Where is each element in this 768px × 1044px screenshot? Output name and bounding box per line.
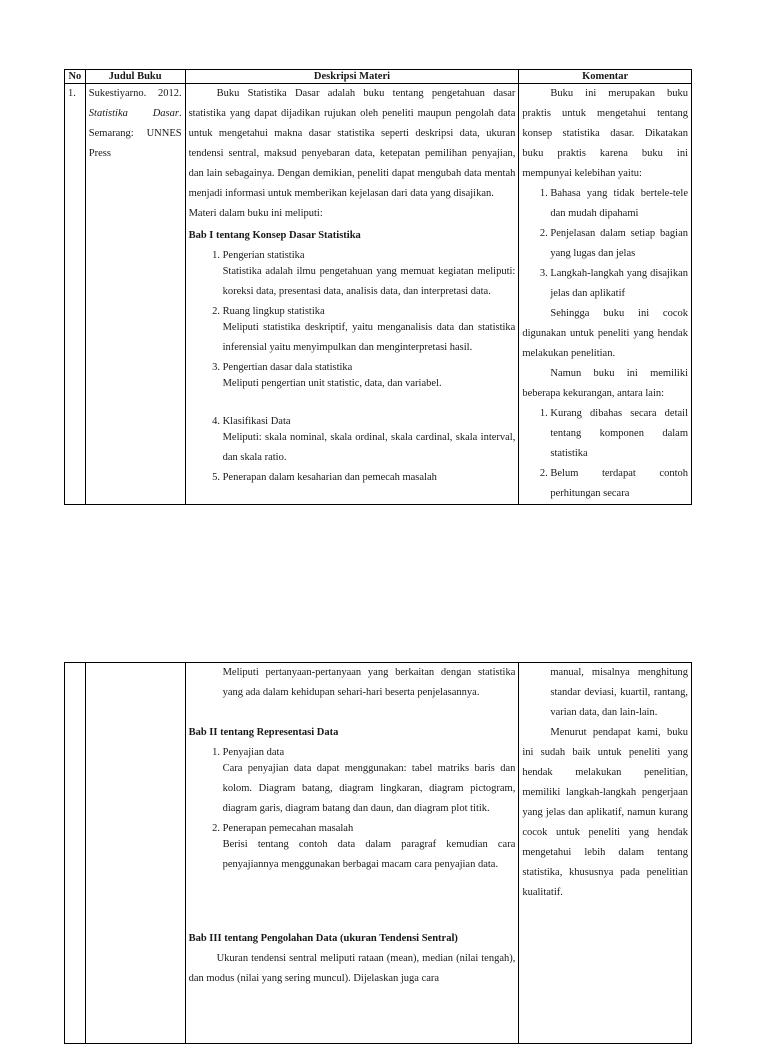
header-komentar: Komentar: [519, 70, 692, 84]
item-body: Meliputi statistika deskriptif, yaitu menganalisis data dan statistika inferensial yaitu menyimpulkan dan menginterpretasi hasil.: [222, 322, 516, 353]
item-5-body: Meliputi pertanyaan-pertanyaan yang berkaitan dengan statistika yang ada dalam kehidupan sehari-hari beserta penjelasannya.: [222, 667, 516, 698]
item-title: 1. Penyajian data: [222, 747, 285, 758]
list-item: [223, 358, 516, 412]
item-title: 4. Klasifikasi Data: [222, 416, 291, 427]
list-item: 3. Langkah-langkah yang disajikan jelas dan aplikatif: [550, 264, 688, 304]
comment-intro: Buku ini merupakan buku praktis untuk mengetahui tentang konsep statistika dasar. Dikatakan buku praktis karena buku ini mempunyai kelebihan yaitu:: [522, 88, 688, 179]
comment-opinion: Menurut pendapat kami, buku ini sudah baik untuk peneliti yang hendak melakukan penelitian, memiliki langkah-langkah pengerjaan yang jelas dan aplikatif, namun kurang cocok untuk peneliti yang hendak mengetahui lebih dalam tentang statistika, khususnya pada penelitian kualitatif.: [522, 727, 688, 898]
chapter-1-list: [189, 246, 516, 484]
list-item: [223, 743, 516, 819]
book-author: Sukestiyarno.: [88, 88, 147, 99]
chapter-3-body: Ukuran tendensi sentral meliputi rataan (mean), median (nilai tengah), dan modus (nilai yang sering muncul). Dijelaskan juga cara: [188, 953, 516, 984]
list-item: 1. Kurang dibahas secara detail tentang komponen dalam statistika: [550, 404, 688, 464]
row-number-cell: [65, 663, 86, 1044]
comment-suitability: Sehingga buku ini cocok digunakan untuk peneliti yang hendak melakukan penelitian.: [522, 308, 688, 359]
spacer: [189, 875, 516, 927]
list-item: [223, 302, 516, 358]
chapter-2-list: [189, 743, 516, 875]
table-row: [65, 84, 692, 505]
chapter-3-heading: Bab III tentang Pengolahan Data (ukuran Tendensi Sentral): [188, 933, 458, 944]
list-item: [223, 468, 516, 484]
item-title: 2. Penerapan pemecahan masalah: [222, 823, 354, 834]
header-deskripsi-materi: Deskripsi Materi: [185, 70, 519, 84]
description-intro: Buku Statistika Dasar adalah buku tentang pengetahuan dasar statistika yang dapat dijadikan rujukan oleh peneliti maupun pengolah data untuk mengetahui makna dasar statistika seperti deskripsi data, ukuran tendensi sentral, maksud penyebaran data, ketepatan pemilihan penyajian, dan lain sebagainya. Dengan demikian, peneliti dapat mengubah data mentah menjadi informasi untuk memberikan kejelasan dari data yang disajikan.: [188, 88, 516, 199]
header-no: No: [65, 70, 86, 84]
description-cell: [185, 84, 519, 505]
item-body: Cara penyajian data dapat menggunakan: tabel matriks baris dan kolom. Diagram batang, diagram lingkaran, diagram pictogram, diagram garis, diagram batang dan daun, dan diagram plot titik.: [222, 763, 516, 814]
list-item: 2. Belum terdapat contoh perhitungan secara: [550, 464, 688, 504]
table-row: [65, 663, 692, 1044]
book-citation-cell: [85, 663, 185, 1044]
item-body: Meliputi pengertian unit statistic, data, dan variabel.: [222, 378, 442, 389]
comment-cell: [519, 84, 692, 505]
chapter-1-heading: Bab I tentang Konsep Dasar Statistika: [188, 230, 361, 241]
item-body: Berisi tentang contoh data dalam paragraf kemudian cara penyajiannya menggunakan berbagai macam cara penyajian data.: [222, 839, 516, 870]
description-cell: [185, 663, 519, 1044]
item-title: 3. Pengertian dasar dala statistika: [222, 362, 353, 373]
row-number: 1.: [65, 84, 86, 505]
item-body: Meliputi: skala nominal, skala ordinal, skala cardinal, skala interval, dan skala ratio.: [222, 432, 516, 463]
comment-weakness-intro: Namun buku ini memiliki beberapa kekurangan, antara lain:: [522, 368, 688, 399]
list-item: [223, 412, 516, 468]
weaknesses-list: [522, 404, 688, 504]
list-item: 2. Penjelasan dalam setiap bagian yang lugas dan jelas: [550, 224, 688, 264]
table-header-row: [65, 70, 692, 84]
item-body: Statistika adalah ilmu pengetahuan yang memuat kegiatan meliputi: koreksi data, presentasi data, analisis data, dan interpretasi data.: [222, 266, 516, 297]
spacer: [189, 703, 516, 721]
list-item: 1. Bahasa yang tidak bertele-tele dan mudah dipahami: [550, 184, 688, 224]
item-title: 2. Ruang lingkup statistika: [222, 306, 325, 317]
spacer: [223, 394, 516, 412]
book-citation: [85, 84, 185, 505]
list-item: [223, 819, 516, 875]
list-item: [223, 246, 516, 302]
comment-cell: [519, 663, 692, 1044]
book-publisher: . Semarang: UNNES Press: [88, 108, 182, 159]
book-title: Statistika Dasar: [88, 108, 179, 119]
item-title: 5. Penerapan dalam kesaharian dan pemecah masalah: [222, 472, 437, 483]
materi-label: Materi dalam buku ini meliputi:: [188, 208, 323, 219]
book-year: 2012.: [157, 88, 182, 99]
item-title: 1. Pengerian statistika: [222, 250, 305, 261]
chapter-2-heading: Bab II tentang Representasi Data: [188, 727, 339, 738]
comment-continued: manual, misalnya menghitung standar deviasi, kuartil, rantang, varian data, dan lain-lain.: [550, 667, 688, 718]
book-review-table-page-1: [64, 69, 692, 505]
header-judul-buku: Judul Buku: [85, 70, 185, 84]
book-review-table-page-2: [64, 662, 692, 1044]
advantages-list: [522, 184, 688, 304]
